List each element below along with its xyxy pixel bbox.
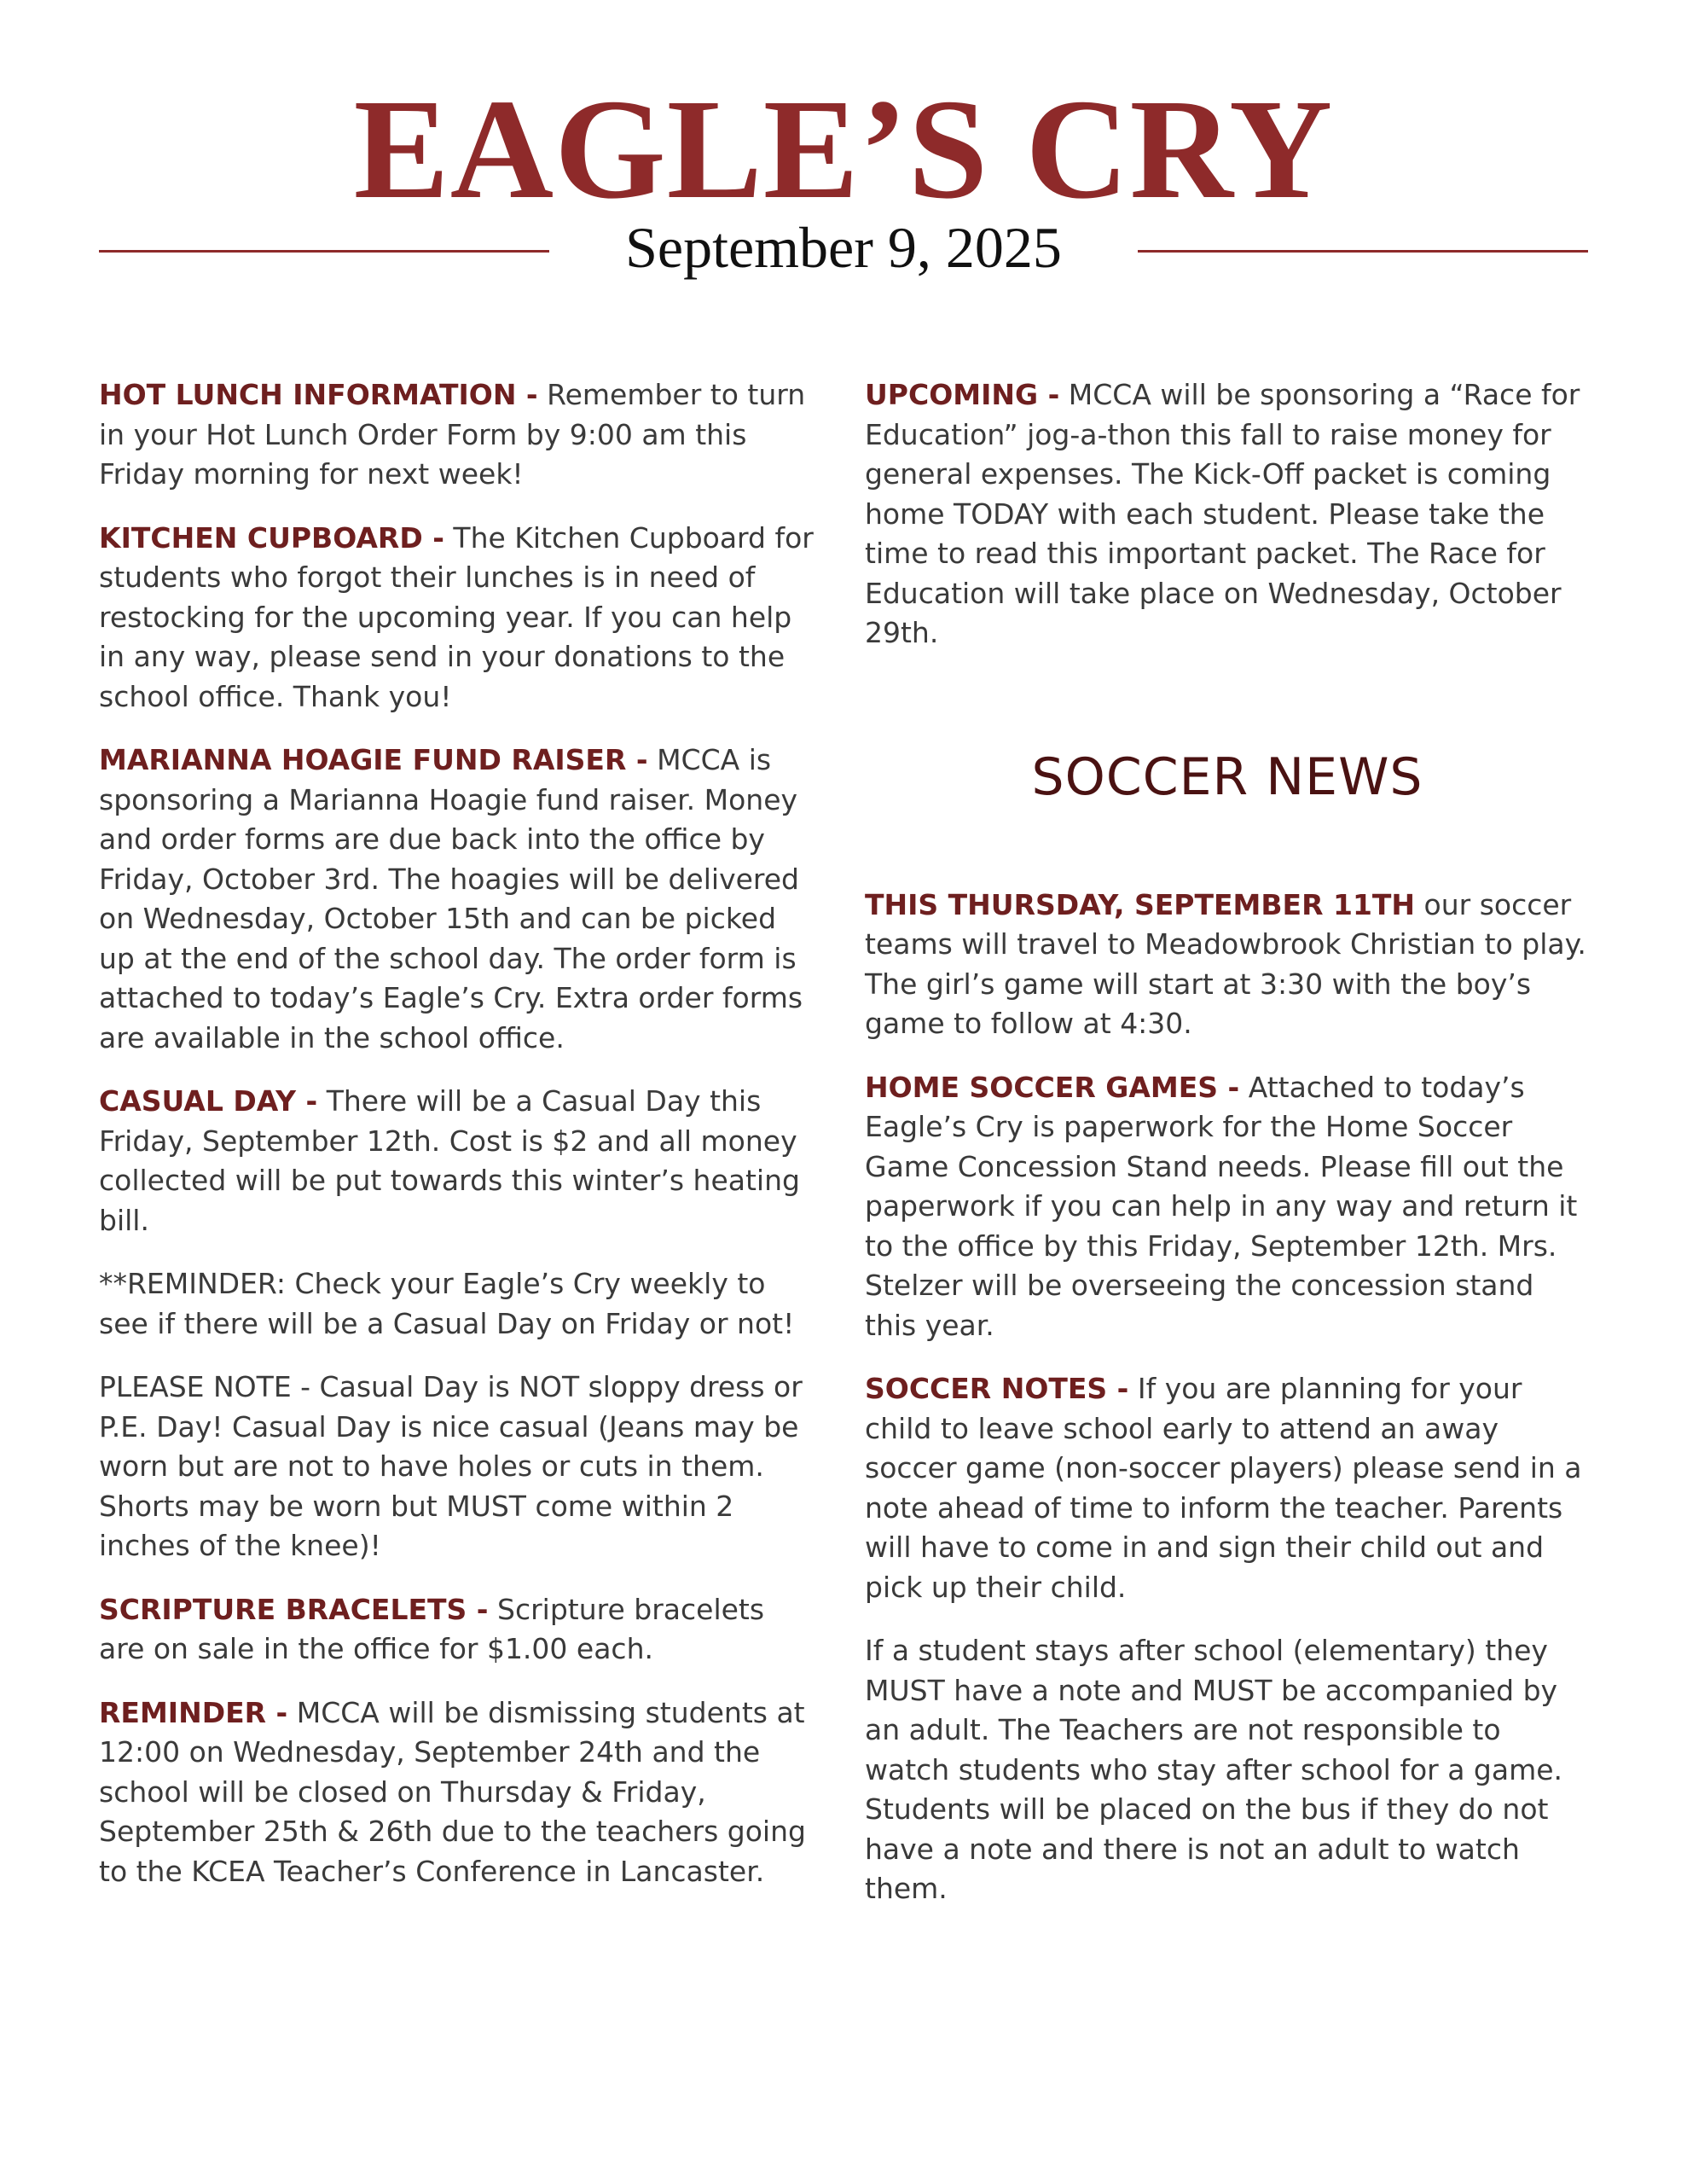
hot-lunch-item: [99, 375, 815, 495]
item-heading: HOME SOCCER GAMES -: [865, 1070, 1240, 1104]
soccer-notes-item: [865, 1369, 1590, 1607]
hoagie-fundraiser-item: [99, 741, 815, 1058]
thursday-game-item: [865, 886, 1590, 1044]
scripture-bracelets-item: [99, 1590, 815, 1670]
item-body: MCCA is sponsoring a Marianna Hoagie fund raiser. Money and order forms are due back into the office by Friday, October 3rd. The hoagies will be delivered on Wednesday, October 15th and can be picked up at the end of the school day. The order form is attached to today’s Eagle’s Cry. Extra order forms are available in the school office.: [99, 743, 803, 1054]
item-heading: REMINDER -: [99, 1695, 288, 1729]
item-heading: KITCHEN CUPBOARD -: [99, 520, 444, 555]
item-body: our soccer teams will travel to Meadowbrook Christian to play. The girl’s game will start at 3:30 with the boy’s game to follow at 4:30.: [865, 887, 1586, 1040]
item-body: If you are planning for your child to leave school early to attend an away soccer game (non-soccer players) please send in a note ahead of time to inform the teacher. Parents will have to come in and sign their child out and pick up their child.: [865, 1372, 1582, 1604]
item-body: Remember to turn in your Hot Lunch Order Form by 9:00 am this Friday morning for next week!: [99, 378, 806, 491]
item-heading: THIS THURSDAY, SEPTEMBER 11TH: [865, 887, 1416, 921]
kitchen-cupboard-item: [99, 519, 815, 717]
item-body: The Kitchen Cupboard for students who forgot their lunches is in need of restocking for the upcoming year. If you can help in any way, please send in your donations to the school office. Thank you!: [99, 520, 814, 713]
issue-date: September 9, 2025: [625, 215, 1062, 280]
left-column: [99, 375, 815, 1915]
item-heading: UPCOMING -: [865, 378, 1060, 411]
item-heading: MARIANNA HOAGIE FUND RAISER -: [99, 743, 648, 776]
item-heading: HOT LUNCH INFORMATION -: [99, 378, 538, 411]
item-body: MCCA will be sponsoring a “Race for Education” jog-a-thon this fall to raise money for general expenses. The Kick-Off packet is coming home TODAY with each student. Please take the time to read this important packet. The Race for Education will take place on Wednesday, October 29th.: [865, 378, 1580, 649]
right-divider-rule: [1138, 250, 1588, 253]
item-body: Attached to today’s Eagle’s Cry is paperwork for the Home Soccer Game Concession Stand needs. Please fill out the paperwork if you can help in any way and return it to the office by this Friday, September 12th. Mrs. Stelzer will be overseeing the concession stand this year.: [865, 1070, 1578, 1342]
newsletter-title: EAGLE’S CRY: [353, 70, 1334, 229]
item-body: Scripture bracelets are on sale in the office for $1.00 each.: [99, 1592, 765, 1665]
item-heading: SCRIPTURE BRACELETS -: [99, 1592, 489, 1626]
casual-day-item: [99, 1082, 815, 1240]
dismissal-reminder-item: [99, 1693, 815, 1892]
after-school-note: If a student stays after school (elementary) they MUST have a note and MUST be accompanied by an adult. The Teachers are not responsible to watch students who stay after school for a game. Students will be placed on the bus if they do not have a note and there is not an adult to watch them.: [865, 1634, 1563, 1905]
home-soccer-games-item: [865, 1068, 1590, 1346]
item-body: MCCA will be dismissing students at 12:00 on Wednesday, September 24th and the school will be closed on Thursday & Friday, September 25th & 26th due to the teachers going to the KCEA Teacher’s Conference in Lancaster.: [99, 1695, 806, 1888]
casual-day-note: PLEASE NOTE - Casual Day is NOT sloppy dress or P.E. Day! Casual Day is nice casual (Jeans may be worn but are not to have holes or cuts in them. Shorts may be worn but MUST come within 2 inches of the knee)!: [99, 1370, 803, 1562]
item-heading: CASUAL DAY -: [99, 1084, 318, 1118]
upcoming-item: [865, 375, 1590, 653]
soccer-news-title: SOCCER NEWS: [1031, 746, 1423, 807]
date-row: [99, 209, 1588, 286]
spacer: [865, 807, 1590, 886]
item-body: There will be a Casual Day this Friday, September 12th. Cost is $2 and all money collected will be put towards this winter’s heating bill.: [99, 1084, 800, 1237]
right-column: [865, 375, 1590, 1933]
spacer: [865, 677, 1590, 747]
casual-day-reminder: **REMINDER: Check your Eagle’s Cry weekly to see if there will be a Casual Day on Friday or not!: [99, 1267, 795, 1340]
item-heading: SOCCER NOTES -: [865, 1372, 1129, 1405]
